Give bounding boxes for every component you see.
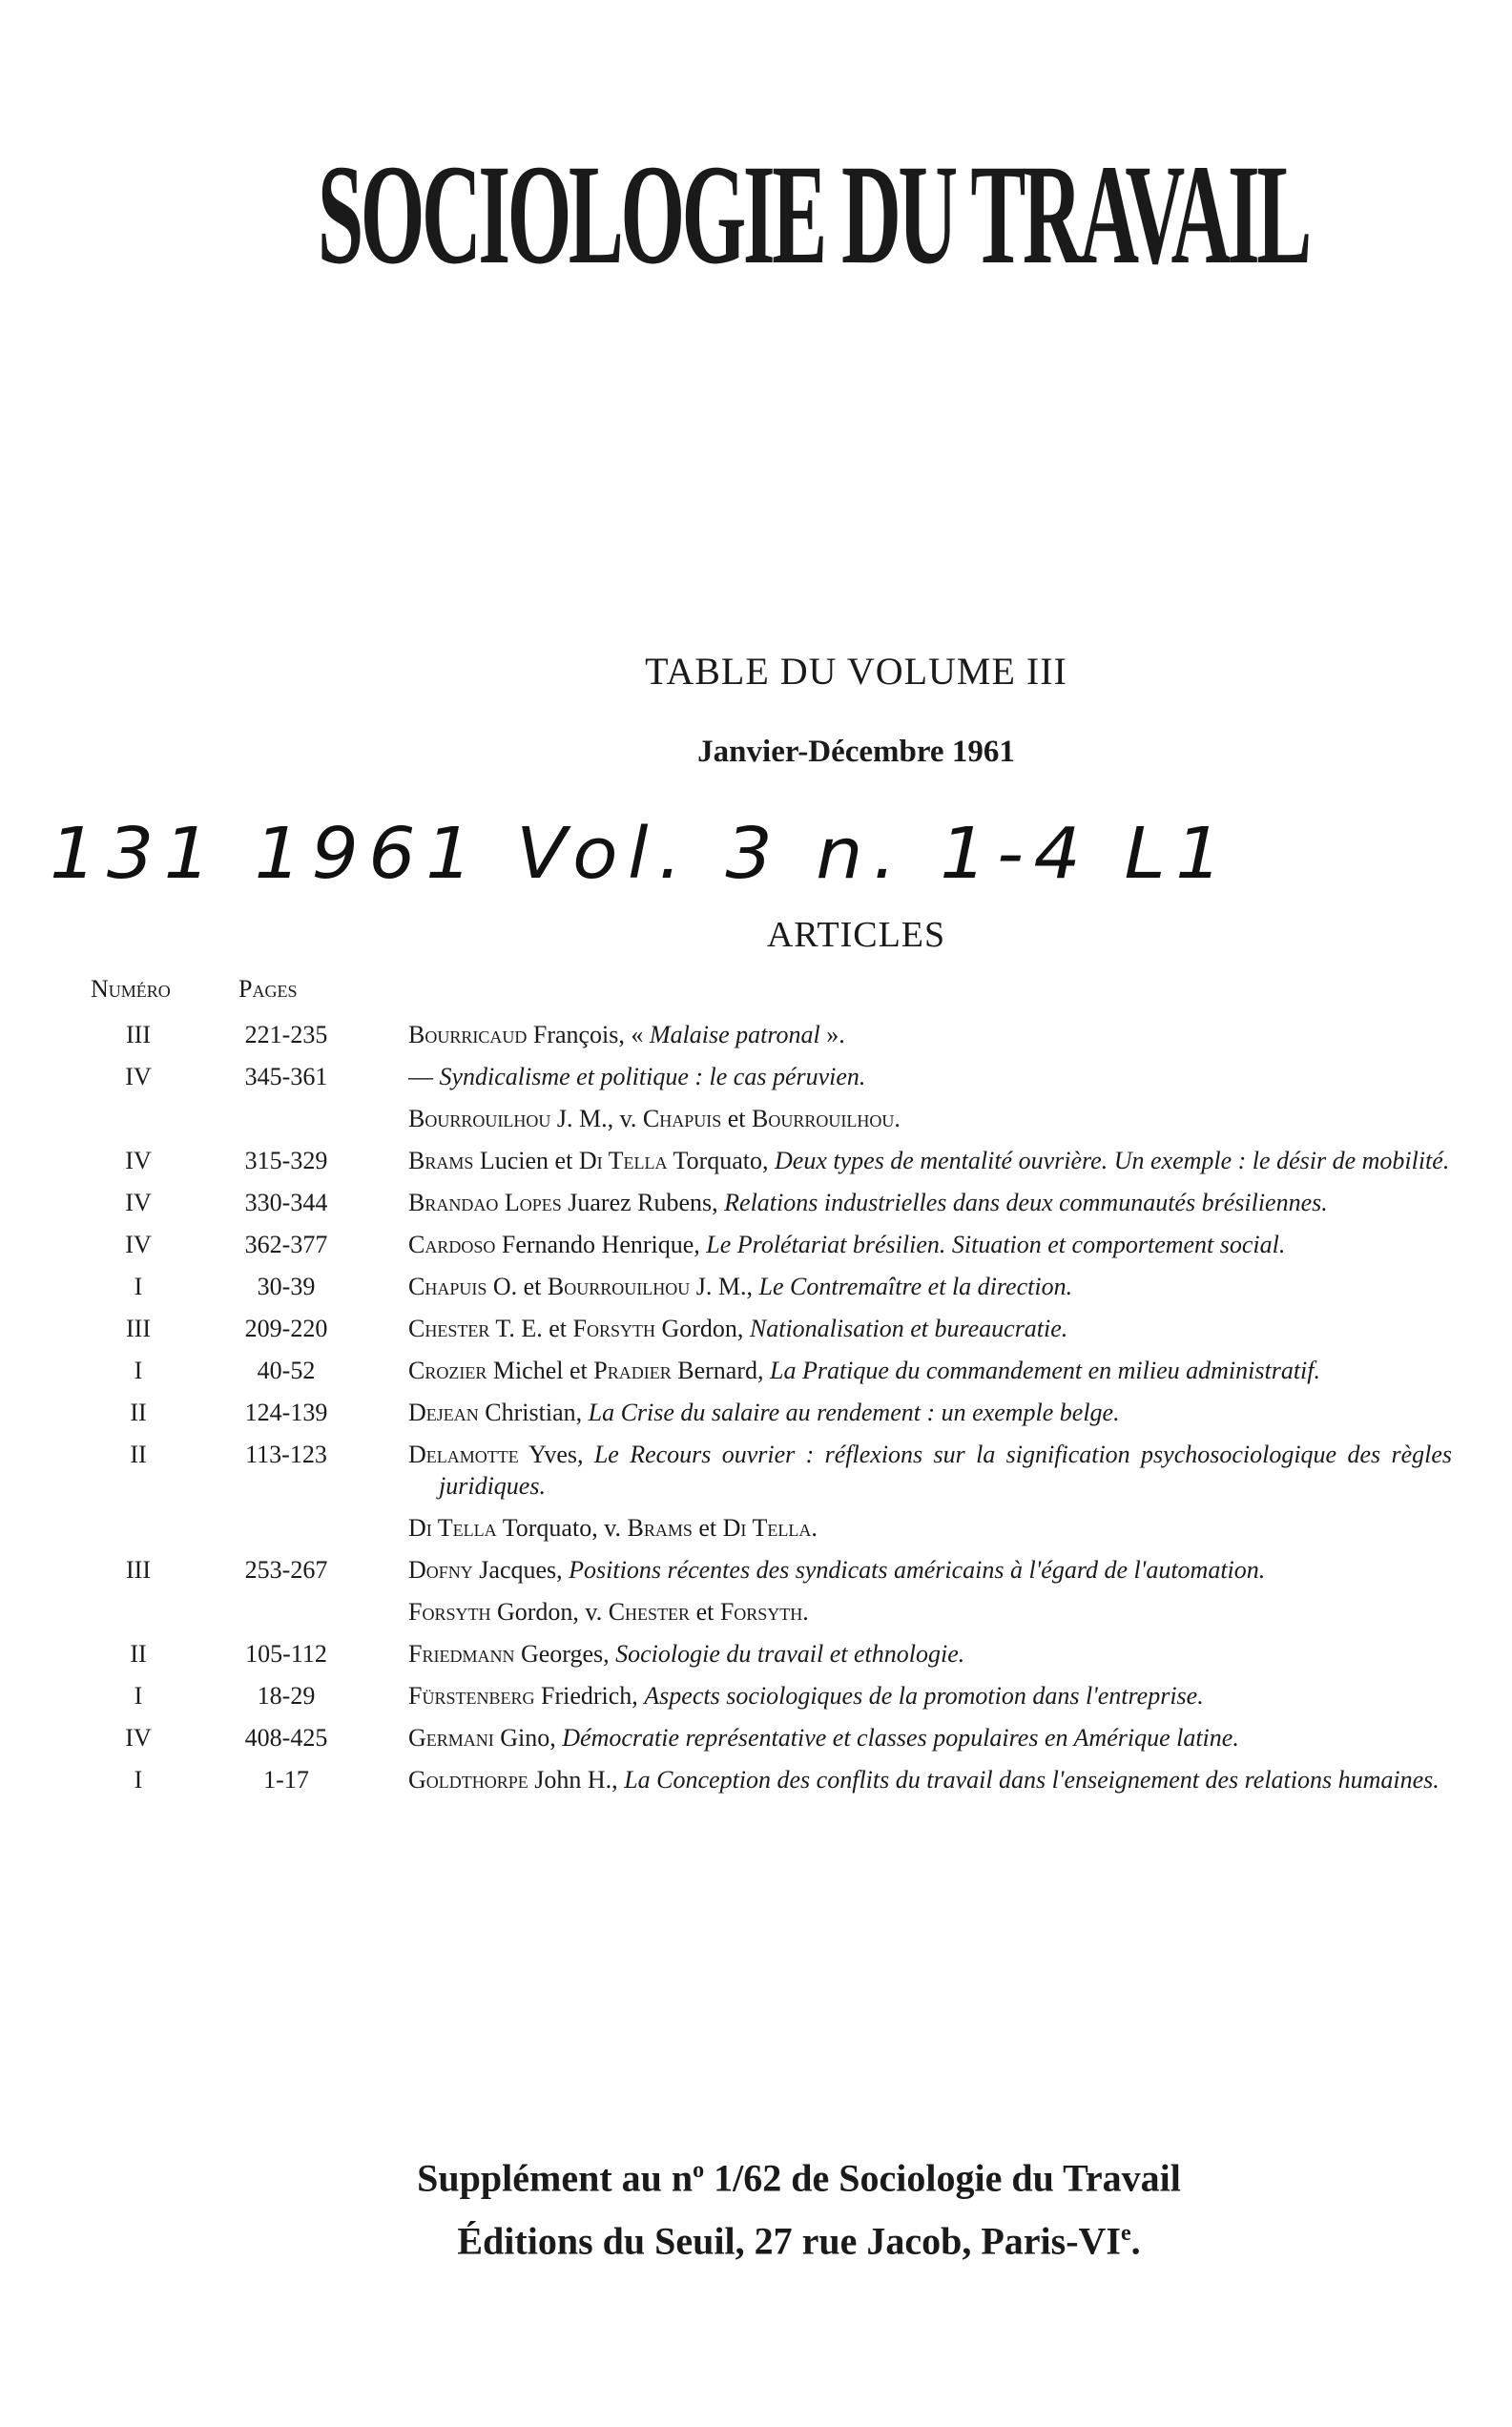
entry-coauthor: Di Tella	[578, 1147, 668, 1174]
article-entry	[0, 1397, 1512, 1428]
entry-author: Dejean	[408, 1399, 479, 1426]
entry-text	[408, 1061, 1452, 1092]
entry-text	[408, 1512, 1452, 1544]
entry-author: Di Tella	[408, 1514, 497, 1542]
column-header-numero: Numéro	[91, 975, 171, 1003]
entry-author-details: —	[408, 1063, 440, 1090]
entry-numero: II	[130, 1640, 147, 1668]
supplement-line-2-b: .	[1130, 2219, 1141, 2263]
entry-numero: IV	[125, 1063, 152, 1090]
entry-author-details: Georges,	[514, 1640, 616, 1668]
entry-text	[408, 1313, 1452, 1344]
entry-text	[408, 1103, 1452, 1134]
entry-author-details: John H.,	[528, 1766, 625, 1794]
entry-author-details: Juarez Rubens,	[561, 1189, 725, 1216]
entry-reference-author: Forsyth	[719, 1598, 803, 1626]
entry-numero: III	[126, 1315, 151, 1342]
entry-pages: 209-220	[244, 1315, 328, 1342]
entry-numero: III	[126, 1556, 151, 1584]
entry-title: La Pratique du commandement en milieu administratif.	[769, 1357, 1320, 1384]
period-subtitle: Janvier-Décembre 1961	[697, 735, 1015, 769]
entry-author-details: Michel et	[487, 1357, 594, 1384]
article-entry	[0, 1061, 1512, 1092]
entry-author-details: Gino,	[493, 1724, 563, 1752]
entry-numero: I	[134, 1273, 143, 1300]
supplement-line-1-sup: o	[693, 2158, 705, 2183]
entry-author: Cardoso	[408, 1231, 496, 1258]
entry-tail: .	[894, 1105, 901, 1132]
entry-reference-author: Bourrouilhou	[752, 1105, 895, 1132]
supplement-line-2-a: Éditions du Seuil, 27 rue Jacob, Paris-VI	[457, 2219, 1121, 2263]
article-list	[0, 1019, 1512, 1806]
entry-author-details: Fernando Henrique,	[495, 1231, 707, 1258]
entry-coauthor: Pradier	[593, 1357, 672, 1384]
entry-coauthor-details: et	[690, 1598, 720, 1626]
article-entry	[0, 1638, 1512, 1670]
supplement-note	[0, 2143, 1512, 2270]
entry-author: Chapuis	[408, 1273, 487, 1300]
entry-pages: 345-361	[244, 1063, 328, 1090]
entry-numero: I	[134, 1357, 143, 1384]
handwritten-note	[50, 801, 1280, 906]
entry-numero: IV	[125, 1724, 152, 1752]
entry-pages: 30-39	[257, 1273, 316, 1300]
entry-title: Nationalisation et bureaucratie.	[749, 1315, 1068, 1342]
article-entry	[0, 1764, 1512, 1795]
entry-author-details: Lucien et	[473, 1147, 579, 1174]
entry-text	[408, 1229, 1452, 1260]
entry-author: Crozier	[408, 1357, 487, 1384]
entry-text	[408, 1680, 1452, 1711]
entry-tail: .	[811, 1514, 818, 1542]
article-entry	[0, 1313, 1512, 1344]
entry-text	[408, 1271, 1452, 1302]
entry-text	[408, 1722, 1452, 1753]
article-entry	[0, 1019, 1512, 1050]
supplement-line-1	[86, 2143, 1512, 2206]
entry-pages: 315-329	[244, 1147, 328, 1174]
entry-numero: III	[126, 1021, 151, 1048]
entry-coauthor-details: Bernard,	[671, 1357, 770, 1384]
entry-author: Chester	[408, 1315, 490, 1342]
entry-author: Germani	[408, 1724, 494, 1752]
entry-pages: 408-425	[244, 1724, 328, 1752]
entry-numero: IV	[125, 1189, 152, 1216]
entry-pages: 40-52	[257, 1357, 316, 1384]
entry-pages: 330-344	[244, 1189, 328, 1216]
entry-text	[408, 1764, 1452, 1795]
entry-coauthor-details: Torquato,	[667, 1147, 776, 1174]
entry-tail: .	[802, 1598, 809, 1626]
entry-text	[408, 1439, 1452, 1502]
entry-pages: 124-139	[244, 1399, 328, 1426]
entry-title: Le Recours ouvrier : réflexions sur la signification psychosociologique des règles juridiques.	[439, 1441, 1452, 1500]
entry-title: Aspects sociologiques de la promotion dans l'entreprise.	[644, 1682, 1204, 1710]
entry-author-details: Jacques,	[472, 1556, 570, 1584]
article-entry	[0, 1722, 1512, 1753]
handwritten-note-text: 131 1961 Vol. 3 n. 1-4 L1	[50, 813, 1232, 895]
entry-text	[408, 1187, 1452, 1218]
entry-pages: 253-267	[244, 1556, 328, 1584]
article-entry	[0, 1271, 1512, 1302]
entry-coauthor: Chapuis	[642, 1105, 722, 1132]
supplement-line-1-a: Supplément au n	[417, 2156, 694, 2200]
entry-coauthor: Brams	[627, 1514, 693, 1542]
entry-text	[408, 1397, 1452, 1428]
entry-text	[408, 1596, 1452, 1628]
entry-title: Syndicalisme et politique : le cas péruvien.	[439, 1063, 866, 1090]
entry-title: Positions récentes des syndicats américains à l'égard de l'automation.	[569, 1556, 1266, 1584]
entry-title: Le Prolétariat brésilien. Situation et comportement social.	[706, 1231, 1286, 1258]
entry-text	[408, 1355, 1452, 1386]
entry-author-details: François, «	[527, 1021, 650, 1048]
entry-tail: ».	[819, 1021, 845, 1048]
article-entry	[0, 1103, 1512, 1134]
entry-coauthor: Bourrouilhou	[547, 1273, 691, 1300]
supplement-line-2	[86, 2206, 1512, 2269]
entry-author-details: Christian,	[478, 1399, 589, 1426]
entry-author: Brams	[408, 1147, 474, 1174]
entry-text	[408, 1019, 1452, 1050]
entry-pages: 221-235	[244, 1021, 328, 1048]
supplement-line-1-b: 1/62 de Sociologie du Travail	[704, 2156, 1181, 2200]
column-header-pages: Pages	[238, 975, 298, 1003]
entry-text	[408, 1554, 1452, 1586]
entry-numero: II	[130, 1399, 147, 1426]
entry-author-details: Gordon, v.	[490, 1598, 609, 1626]
entry-author-details: Torquato, v.	[496, 1514, 628, 1542]
entry-coauthor-details: et	[692, 1514, 723, 1542]
article-entry	[0, 1187, 1512, 1218]
article-entry	[0, 1596, 1512, 1628]
entry-coauthor-details: et	[721, 1105, 753, 1132]
entry-title: Le Contremaître et la direction.	[758, 1273, 1073, 1300]
entry-author: Bourrouilhou	[408, 1105, 551, 1132]
entry-title: Démocratie représentative et classes populaires en Amérique latine.	[562, 1724, 1239, 1752]
entry-author: Bourricaud	[408, 1021, 528, 1048]
entry-author-details: Yves,	[518, 1441, 594, 1468]
entry-author: Delamotte	[408, 1441, 519, 1468]
entry-coauthor-details: J. M.,	[690, 1273, 759, 1300]
entry-author-details: O. et	[487, 1273, 548, 1300]
entry-numero: IV	[125, 1147, 152, 1174]
entry-numero: I	[134, 1766, 143, 1794]
article-entry	[0, 1680, 1512, 1711]
entry-pages: 362-377	[244, 1231, 328, 1258]
entry-coauthor: Chester	[608, 1598, 691, 1626]
entry-title: Malaise patronal	[649, 1021, 820, 1048]
article-entry	[0, 1512, 1512, 1544]
article-entry	[0, 1145, 1512, 1176]
entry-title: La Conception des conflits du travail dans l'enseignement des relations humaines.	[624, 1766, 1440, 1794]
entry-numero: IV	[125, 1231, 152, 1258]
entry-coauthor: Forsyth	[572, 1315, 655, 1342]
entry-numero: I	[134, 1682, 143, 1710]
entry-coauthor-details: Gordon,	[654, 1315, 750, 1342]
entry-pages: 18-29	[257, 1682, 316, 1710]
section-title: ARTICLES	[766, 915, 946, 955]
supplement-line-2-sup: e	[1121, 2221, 1131, 2247]
article-entry	[0, 1355, 1512, 1386]
entry-text	[408, 1638, 1452, 1670]
entry-numero: II	[130, 1441, 147, 1468]
entry-pages: 1-17	[263, 1766, 309, 1794]
entry-author: Brandao Lopes	[408, 1189, 562, 1216]
entry-title: Sociologie du travail et ethnologie.	[615, 1640, 965, 1668]
entry-title: La Crise du salaire au rendement : un exemple belge.	[588, 1399, 1120, 1426]
entry-author: Fürstenberg	[408, 1682, 535, 1710]
entry-reference-author: Di Tella	[722, 1514, 812, 1542]
entry-author: Friedmann	[408, 1640, 515, 1668]
entry-author-details: J. M., v.	[550, 1105, 643, 1132]
entry-pages: 113-123	[245, 1441, 327, 1468]
entry-author: Forsyth	[408, 1598, 491, 1626]
entry-title: Deux types de mentalité ouvrière. Un exemple : le désir de mobilité.	[775, 1147, 1450, 1174]
entry-title: Relations industrielles dans deux communautés brésiliennes.	[724, 1189, 1328, 1216]
entry-author-details: Friedrich,	[534, 1682, 645, 1710]
entry-author: Goldthorpe	[408, 1766, 528, 1794]
entry-text	[408, 1145, 1452, 1176]
article-entry	[0, 1439, 1512, 1502]
entry-author: Dofny	[408, 1556, 473, 1584]
article-entry	[0, 1554, 1512, 1586]
entry-author-details: T. E. et	[489, 1315, 573, 1342]
journal-title: SOCIOLOGIE DU TRAVAIL	[317, 135, 1309, 294]
entry-pages: 105-112	[245, 1640, 327, 1668]
article-entry	[0, 1229, 1512, 1260]
volume-title: TABLE DU VOLUME III	[645, 650, 1067, 693]
